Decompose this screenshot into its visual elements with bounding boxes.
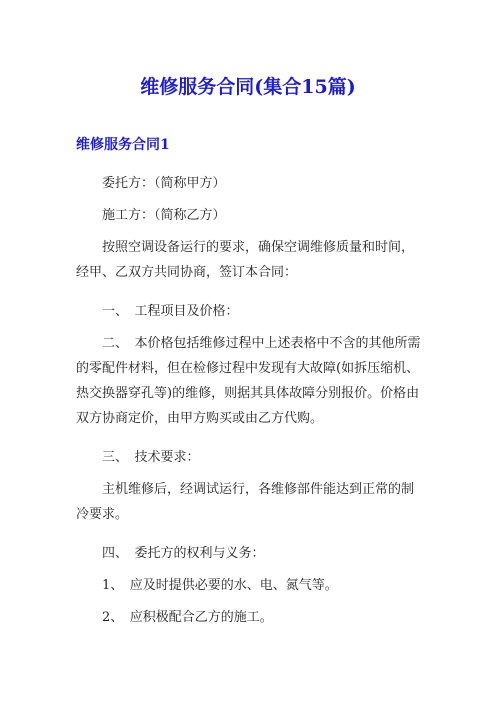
- paragraph-client: 委托方：（简称甲方）: [102, 176, 226, 191]
- paragraph-contractor: 施工方：（简称乙方）: [102, 208, 226, 223]
- paragraph-duty-2: 2、 应积极配合乙方的施工。: [102, 610, 273, 625]
- paragraph-item-4: 四、 委托方的权利与义务：: [102, 546, 265, 561]
- paragraph-item-3: 三、 技术要求：: [102, 450, 200, 465]
- paragraph-intro: 按照空调设备运行的要求，确保空调维修质量和时间，经甲、乙双方共同协商，签订本合同：: [76, 240, 415, 280]
- paragraph-item-2: 二、 本价格包括维修过程中上述表格中不含的其他所需的零配件材料，但在检修过程中发现有大故障(如拆压缩机、热交换器穿孔等)的维修，则据其具体故障分别报价。价格由双方协商定价，由甲方购买或由乙方代购。: [76, 336, 421, 426]
- paragraph-item-1: 一、 工程项目及价格：: [102, 304, 239, 319]
- paragraph-tech-req: 主机维修后，经调试运行，各维修部件能达到正常的制冷要求。: [76, 482, 415, 522]
- section-heading: 维修服务合同1: [76, 137, 170, 153]
- paragraph-duty-1: 1、 应及时提供必要的水、电、氮气等。: [102, 578, 338, 593]
- document-title: 维修服务合同(集合15篇): [140, 76, 356, 98]
